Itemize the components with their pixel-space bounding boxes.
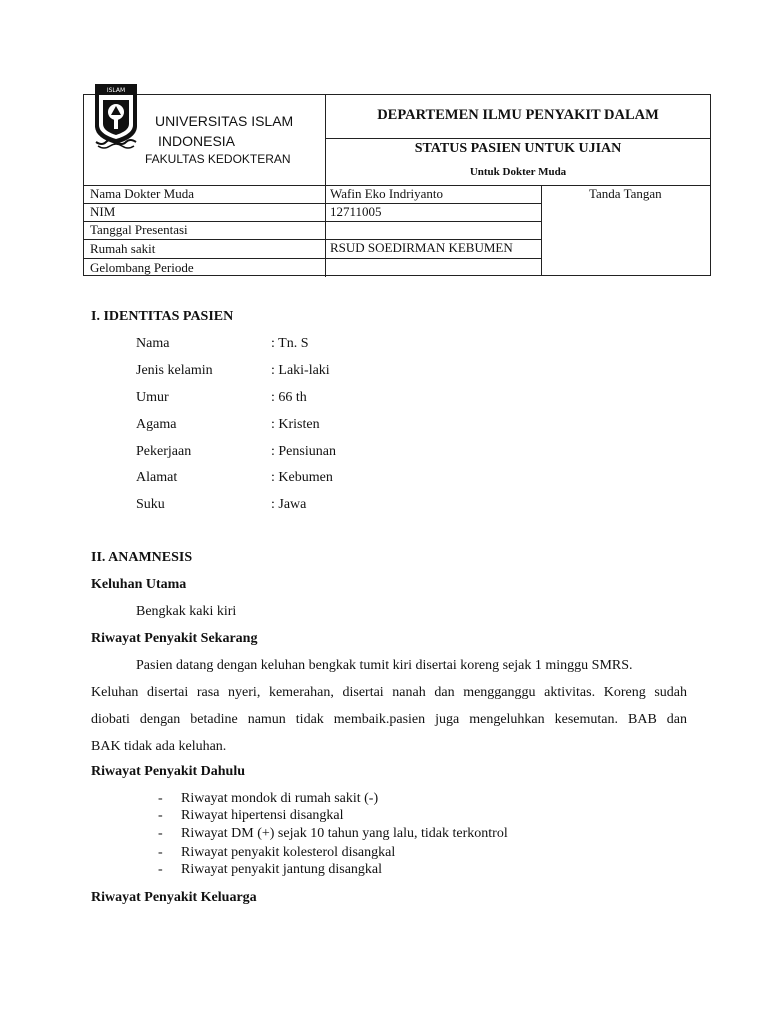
info-label: Gelombang Periode — [90, 260, 194, 275]
section-heading-identitas: I. IDENTITAS PASIEN — [91, 309, 234, 324]
status-title: STATUS PASIEN UNTUK UJIAN — [414, 141, 622, 156]
identity-label: Agama — [136, 417, 177, 432]
university-name-line2: INDONESIA — [158, 133, 236, 149]
university-name-line1: UNIVERSITAS ISLAM — [155, 113, 294, 129]
subtitle: Untuk Dokter Muda — [469, 166, 567, 178]
keluhan-utama-text: Bengkak kaki kiri — [136, 604, 237, 619]
info-label: NIM — [90, 204, 116, 219]
bullet: - — [158, 808, 163, 823]
info-label: Tanggal Presentasi — [90, 222, 188, 237]
bullet: - — [158, 845, 163, 860]
info-value: 12711005 — [330, 204, 382, 219]
list-item: Riwayat DM (+) sejak 10 tahun yang lalu, tidak terkontrol — [181, 826, 508, 841]
bullet: - — [158, 862, 163, 877]
list-item: Riwayat penyakit jantung disangkal — [181, 862, 383, 877]
section-heading-anamnesis: II. ANAMNESIS — [91, 550, 193, 565]
info-value: Wafin Eko Indriyanto — [330, 186, 444, 201]
list-item: Riwayat mondok di rumah sakit (-) — [181, 791, 379, 806]
svg-text:ISLAM: ISLAM — [106, 87, 126, 94]
identity-value: : Laki-laki — [271, 363, 330, 378]
rps-paragraph — [91, 652, 687, 760]
bullet: - — [158, 826, 163, 841]
identity-label: Suku — [136, 497, 165, 512]
subheading-riwayat-penyakit-keluarga: Riwayat Penyakit Keluarga — [91, 890, 257, 905]
paragraph-line: Keluhan disertai rasa nyeri, kemerahan, disertai nanah dan mengganggu aktivitas. Koreng sudah — [91, 685, 687, 700]
university-logo — [92, 82, 140, 150]
faculty-name: FAKULTAS KEDOKTERAN — [145, 152, 291, 166]
identity-value: : Kebumen — [271, 470, 333, 485]
identity-value: : Jawa — [271, 497, 307, 512]
identity-label: Nama — [136, 336, 170, 351]
subheading-riwayat-penyakit-dahulu: Riwayat Penyakit Dahulu — [91, 764, 246, 779]
identity-value: : 66 th — [271, 390, 307, 405]
info-value: RSUD SOEDIRMAN KEBUMEN — [330, 240, 513, 255]
subheading-keluhan-utama: Keluhan Utama — [91, 577, 187, 592]
bullet: - — [158, 791, 163, 806]
identity-label: Umur — [136, 390, 169, 405]
paragraph-line: BAK tidak ada keluhan. — [91, 739, 227, 754]
info-label: Rumah sakit — [90, 241, 156, 256]
subheading-riwayat-penyakit-sekarang: Riwayat Penyakit Sekarang — [91, 631, 258, 646]
identity-label: Pekerjaan — [136, 444, 192, 459]
identity-label: Jenis kelamin — [136, 363, 213, 378]
identity-value: : Pensiunan — [271, 444, 336, 459]
identity-value: : Tn. S — [271, 336, 309, 351]
list-item: Riwayat hipertensi disangkal — [181, 808, 344, 823]
signature-label: Tanda Tangan — [589, 186, 662, 201]
identity-label: Alamat — [136, 470, 178, 485]
info-label: Nama Dokter Muda — [90, 186, 194, 201]
paragraph-line: Pasien datang dengan keluhan bengkak tumit kiri disertai koreng sejak 1 minggu SMRS. — [136, 658, 633, 673]
paragraph-line: diobati dengan betadine namun tidak membaik.pasien juga mengeluhkan kesemutan. BAB dan — [91, 712, 687, 727]
department-title: DEPARTEMEN ILMU PENYAKIT DALAM — [377, 107, 659, 123]
identity-value: : Kristen — [271, 417, 320, 432]
list-item: Riwayat penyakit kolesterol disangkal — [181, 845, 396, 860]
